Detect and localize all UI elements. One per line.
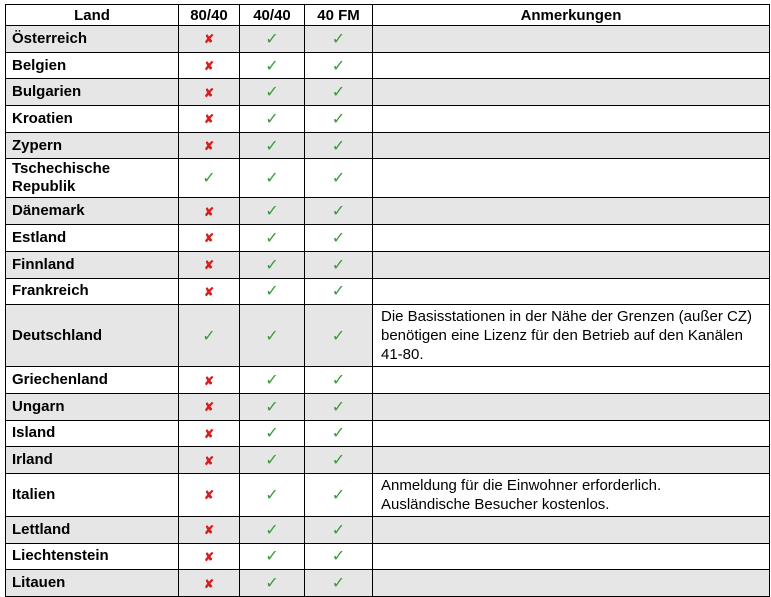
country-name: Italien [6,473,179,516]
cross-icon: ✘ [203,400,215,415]
check-icon: ✓ [331,84,346,102]
country-name: Finnland [6,251,179,278]
notes-cell [373,159,770,198]
check-icon: ✓ [265,372,279,390]
country-name: Belgien [6,52,179,79]
country-name: Griechenland [6,367,179,394]
cross-icon: ✘ [203,488,215,503]
table-row [6,473,770,516]
table-row [6,159,770,198]
table-row [6,225,770,252]
table-row [6,106,770,133]
table-row [6,516,770,543]
country-name: Deutschland [6,305,179,367]
country-name: Ungarn [6,393,179,420]
cross-icon: ✘ [203,231,215,246]
country-name [6,159,179,198]
check-icon: ✓ [202,170,216,188]
notes-cell [373,393,770,420]
notes-cell [373,106,770,133]
header-80-40: 80/40 [179,5,240,26]
check-icon: ✓ [331,327,346,345]
country-table [5,4,770,597]
notes-cell [373,570,770,597]
country-name: Liechtenstein [6,543,179,570]
check-icon: ✓ [331,575,346,593]
country-name: Lettland [6,516,179,543]
check-icon: ✓ [331,548,346,566]
table-row [6,570,770,597]
check-icon: ✓ [265,486,279,504]
check-icon: ✓ [265,256,279,274]
table-row [6,367,770,394]
header-40-40: 40/40 [240,5,305,26]
check-icon: ✓ [331,57,346,75]
notes-cell [373,420,770,447]
country-name-line2: Republik [12,178,76,196]
notes-cell [373,225,770,252]
check-icon: ✓ [265,327,279,345]
notes-cell [373,543,770,570]
check-icon: ✓ [265,203,279,221]
country-name: Frankreich [6,278,179,305]
check-icon: ✓ [331,283,346,301]
table-row [6,132,770,159]
check-icon: ✓ [331,203,346,221]
cross-icon: ✘ [203,85,215,100]
country-name: Estland [6,225,179,252]
country-name: Irland [6,447,179,474]
check-icon: ✓ [265,170,279,188]
cross-icon: ✘ [203,32,215,47]
table-row [6,79,770,106]
header-notes: Anmerkungen [373,5,770,26]
notes-cell [373,26,770,53]
notes-cell: Die Basisstationen in der Nähe der Grenzen (außer CZ) benötigen eine Lizenz für den Betrieb auf den Kanälen 41-80. [373,305,770,367]
check-icon: ✓ [265,283,279,301]
cross-icon: ✘ [203,426,215,441]
notes-cell [373,79,770,106]
check-icon: ✓ [265,548,279,566]
table-row [6,393,770,420]
table-row [6,198,770,225]
check-icon: ✓ [265,425,279,443]
cross-icon: ✘ [203,139,215,154]
table-row [6,278,770,305]
cross-icon: ✘ [203,59,215,74]
check-icon: ✓ [265,57,279,75]
notes-cell [373,198,770,225]
header-land: Land [6,5,179,26]
country-name: Kroatien [6,106,179,133]
table-row [6,52,770,79]
notes-cell [373,52,770,79]
check-icon: ✓ [331,452,346,470]
check-icon: ✓ [331,398,346,416]
cross-icon: ✘ [203,549,215,564]
check-icon: ✓ [331,137,346,155]
notes-cell [373,516,770,543]
country-name: Litauen [6,570,179,597]
country-name: Dänemark [6,198,179,225]
header-40-fm: 40 FM [305,5,373,26]
check-icon: ✓ [202,327,216,345]
country-name-line1: Tschechische [12,160,111,178]
check-icon: ✓ [265,521,279,539]
cross-icon: ✘ [203,284,215,299]
check-icon: ✓ [331,229,346,247]
cross-icon: ✘ [203,373,215,388]
check-icon: ✓ [331,521,346,539]
notes-cell [373,278,770,305]
country-name: Österreich [6,26,179,53]
check-icon: ✓ [331,170,346,188]
check-icon: ✓ [265,110,279,128]
header-row [6,5,770,26]
table-row [6,447,770,474]
check-icon: ✓ [265,575,279,593]
table-row [6,251,770,278]
notes-cell [373,132,770,159]
check-icon: ✓ [265,84,279,102]
cross-icon: ✘ [203,523,215,538]
check-icon: ✓ [331,425,346,443]
cross-icon: ✘ [203,576,215,591]
notes-cell [373,251,770,278]
check-icon: ✓ [331,486,346,504]
notes-cell [373,473,770,516]
check-icon: ✓ [331,30,346,48]
check-icon: ✓ [265,452,279,470]
notes-line2: Ausländische Besucher kostenlos. [381,495,610,513]
table-row [6,543,770,570]
table-row [6,305,770,367]
notes-line1: Anmeldung für die Einwohner erforderlich. [381,476,662,494]
country-name: Zypern [6,132,179,159]
check-icon: ✓ [331,110,346,128]
cross-icon: ✘ [203,204,215,219]
cross-icon: ✘ [203,453,215,468]
country-name: Island [6,420,179,447]
cross-icon: ✘ [203,258,215,273]
check-icon: ✓ [265,137,279,155]
notes-cell [373,447,770,474]
check-icon: ✓ [331,256,346,274]
table-row [6,26,770,53]
check-icon: ✓ [265,30,279,48]
cross-icon: ✘ [203,112,215,127]
check-icon: ✓ [265,229,279,247]
notes-cell [373,367,770,394]
check-icon: ✓ [265,398,279,416]
check-icon: ✓ [331,372,346,390]
country-name: Bulgarien [6,79,179,106]
table-row [6,420,770,447]
